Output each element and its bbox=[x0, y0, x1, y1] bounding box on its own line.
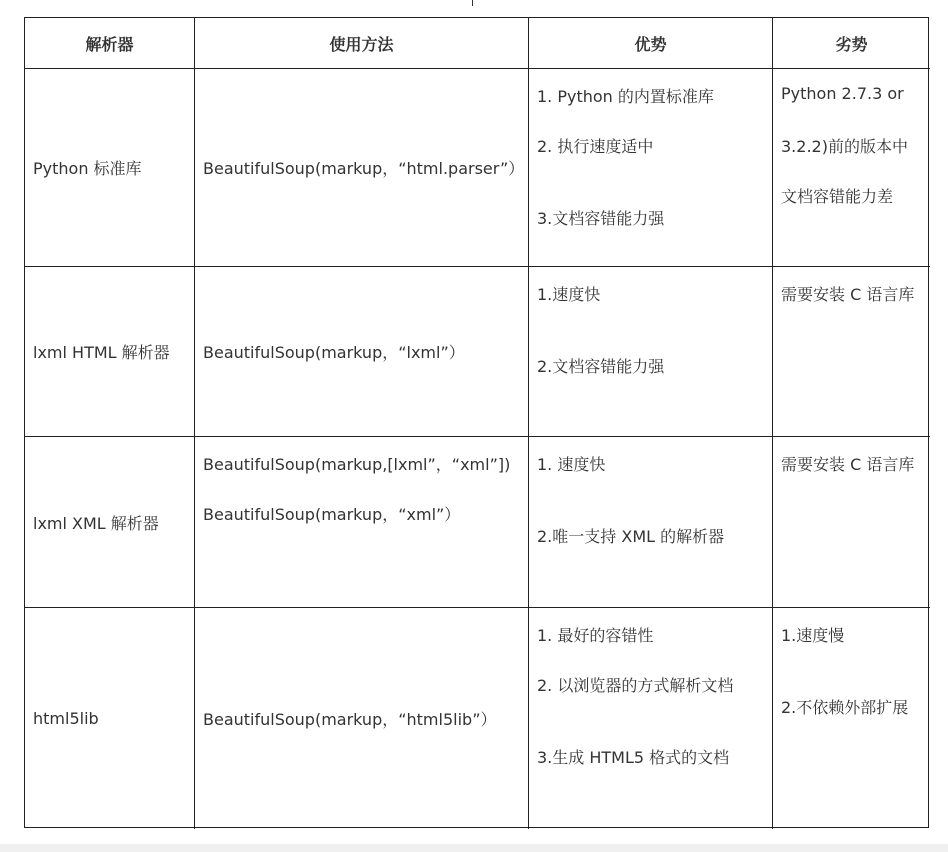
row-4-con-1: 1.速度慢 bbox=[781, 626, 845, 645]
row-1-con-1: Python 2.7.3 or bbox=[781, 84, 904, 103]
row-1-pro-1: 1. Python 的内置标准库 bbox=[537, 87, 714, 106]
row-1-con-3: 文档容错能力差 bbox=[781, 187, 894, 206]
row-2-pro-2: 2.文档容错能力强 bbox=[537, 357, 665, 376]
row-4-pro-2: 2. 以浏览器的方式解析文档 bbox=[537, 676, 734, 695]
top-tick-mark bbox=[472, 0, 473, 6]
row-4-con-2: 2.不依赖外部扩展 bbox=[781, 698, 909, 717]
row-3-con-1: 需要安装 C 语言库 bbox=[781, 455, 915, 474]
row-4-pro-3: 3.生成 HTML5 格式的文档 bbox=[537, 748, 730, 767]
row-1-pros bbox=[529, 69, 773, 267]
row-3-pro-1: 1. 速度快 bbox=[537, 455, 606, 474]
row-2-pro-1: 1.速度快 bbox=[537, 285, 601, 304]
row-4-usage: BeautifulSoup(markup，“html5lib”） bbox=[195, 608, 529, 829]
row-2-cons bbox=[773, 267, 930, 437]
row-3-cons bbox=[773, 437, 930, 608]
row-3-usage-1: BeautifulSoup(markup,[lxml”，“xml”]) bbox=[203, 455, 511, 474]
row-1-pro-3: 3.文档容错能力强 bbox=[537, 209, 665, 228]
row-1-usage: BeautifulSoup(markup，“html.parser”） bbox=[195, 69, 529, 267]
row-2-con-1: 需要安装 C 语言库 bbox=[781, 285, 915, 304]
row-2-parser: lxml HTML 解析器 bbox=[25, 267, 195, 437]
row-1-cons bbox=[773, 69, 930, 267]
header-pros: 优势 bbox=[529, 18, 773, 69]
row-1-con-2: 3.2.2)前的版本中 bbox=[781, 137, 908, 156]
row-1-parser: Python 标准库 bbox=[25, 69, 195, 267]
header-parser: 解析器 bbox=[25, 18, 195, 69]
parser-comparison-table bbox=[24, 17, 929, 828]
row-4-parser: html5lib bbox=[25, 608, 195, 829]
row-4-pro-1: 1. 最好的容错性 bbox=[537, 626, 654, 645]
row-4-cons bbox=[773, 608, 930, 829]
row-3-pro-2: 2.唯一支持 XML 的解析器 bbox=[537, 527, 725, 546]
row-3-usage bbox=[195, 437, 529, 608]
row-2-usage: BeautifulSoup(markup，“lxml”） bbox=[195, 267, 529, 437]
row-1-pro-2: 2. 执行速度适中 bbox=[537, 137, 654, 156]
bottom-band bbox=[0, 844, 948, 852]
row-4-pros bbox=[529, 608, 773, 829]
header-usage: 使用方法 bbox=[195, 18, 529, 69]
row-3-parser: lxml XML 解析器 bbox=[25, 437, 195, 608]
row-2-pros bbox=[529, 267, 773, 437]
header-cons: 劣势 bbox=[773, 18, 930, 69]
row-3-usage-2: BeautifulSoup(markup，“xml”） bbox=[203, 505, 461, 524]
row-3-pros bbox=[529, 437, 773, 608]
